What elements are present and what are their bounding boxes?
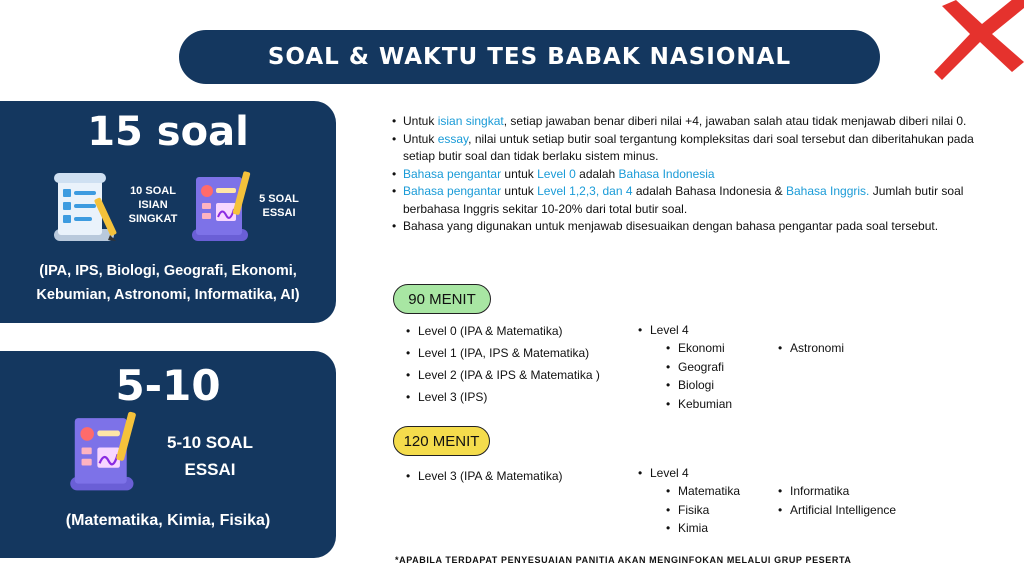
card1-subjects (0, 259, 336, 307)
card2-subjects: (Matematika, Kimia, Fisika) (65, 512, 271, 529)
essai-line-1: 5-10 SOAL (167, 433, 253, 452)
session120-level4-subjects-col2 (778, 482, 896, 519)
duration-badge-90: 90 MENIT (393, 284, 491, 314)
card-5-10-soal (0, 351, 336, 558)
level-item: • Level 2 (IPA & IPS & Matematika ) (406, 364, 600, 386)
isian-singkat-label: 10 SOAL ISIAN SINGKAT (128, 185, 178, 225)
session90-level4-subjects-col1 (666, 339, 732, 413)
subject-item: • Kebumian (666, 395, 732, 414)
session90-level4-subjects-col2 (778, 339, 844, 358)
subject-item: • Matematika (666, 482, 740, 501)
rule-item: • Bahasa yang digunakan untuk menjawab disesuaikan dengan bahasa pengantar pada soal tersebut. (392, 218, 992, 236)
session120-levels (406, 465, 563, 487)
rule-item: • Bahasa pengantar untuk Level 1,2,3, dan 4 adalah Bahasa Indonesia & Bahasa Inggris. Jumlah butir soal berbahasa Inggris sekitar 10-20% dari total butir soal. (392, 183, 992, 218)
level-item: • Level 3 (IPS) (406, 386, 600, 408)
subject-item: • Geografi (666, 358, 732, 377)
rule-item: • Bahasa pengantar untuk Level 0 adalah Bahasa Indonesia (392, 166, 992, 184)
footnote: *APABILA TERDAPAT PENYESUAIAN PANITIA AKAN MENGINFOKAN MELALUI GRUP PESERTA (395, 555, 852, 565)
duration-badge-120: 120 MENIT (393, 426, 490, 456)
subject-item: • Fisika (666, 501, 740, 520)
card2-essai-label (150, 429, 270, 483)
close-mark-icon (934, 0, 1024, 80)
checklist-scroll-icon (50, 171, 120, 245)
subjects-line-2: Kebumian, Astronomi, Informatika, AI) (36, 287, 300, 303)
level-item: • Level 1 (IPA, IPS & Matematika) (406, 342, 600, 364)
card-15-soal (0, 101, 336, 323)
session90-levels (406, 320, 600, 408)
subject-item: • Ekonomi (666, 339, 732, 358)
essai-label: 5 SOAL ESSAI (259, 193, 299, 219)
rules-list (392, 113, 992, 236)
rule-item: • Untuk isian singkat, setiap jawaban benar diberi nilai +4, jawaban salah atau tidak menjawab diberi nilai 0. (392, 113, 992, 131)
session120-level4: • Level 4 (638, 466, 689, 480)
subjects-line-1: (IPA, IPS, Biologi, Geografi, Ekonomi, (39, 263, 297, 279)
page-title-bar (179, 30, 880, 84)
card1-count: 15 soal (87, 109, 249, 155)
level-item: • Level 0 (IPA & Matematika) (406, 320, 600, 342)
card2-count: 5-10 (115, 361, 221, 410)
session120-level4-subjects-col1 (666, 482, 740, 538)
quiz-scroll-icon (68, 411, 138, 493)
session90-level4: • Level 4 (638, 323, 689, 337)
subject-item: • Astronomi (778, 339, 844, 358)
rule-item: • Untuk essay, nilai untuk setiap butir soal tergantung kompleksitas dari soal tersebut dan diberitahukan pada setiap butir soal dan tidak berlaku sistem minus. (392, 131, 992, 166)
subject-item: • Informatika (778, 482, 896, 501)
essai-line-2: ESSAI (184, 460, 236, 479)
subject-item: • Artificial Intelligence (778, 501, 896, 520)
subject-item: • Biologi (666, 376, 732, 395)
quiz-scroll-icon (190, 171, 252, 243)
page-title: SOAL & WAKTU TES BABAK NASIONAL (267, 44, 792, 70)
subject-item: • Kimia (666, 519, 740, 538)
level-item: • Level 3 (IPA & Matematika) (406, 465, 563, 487)
